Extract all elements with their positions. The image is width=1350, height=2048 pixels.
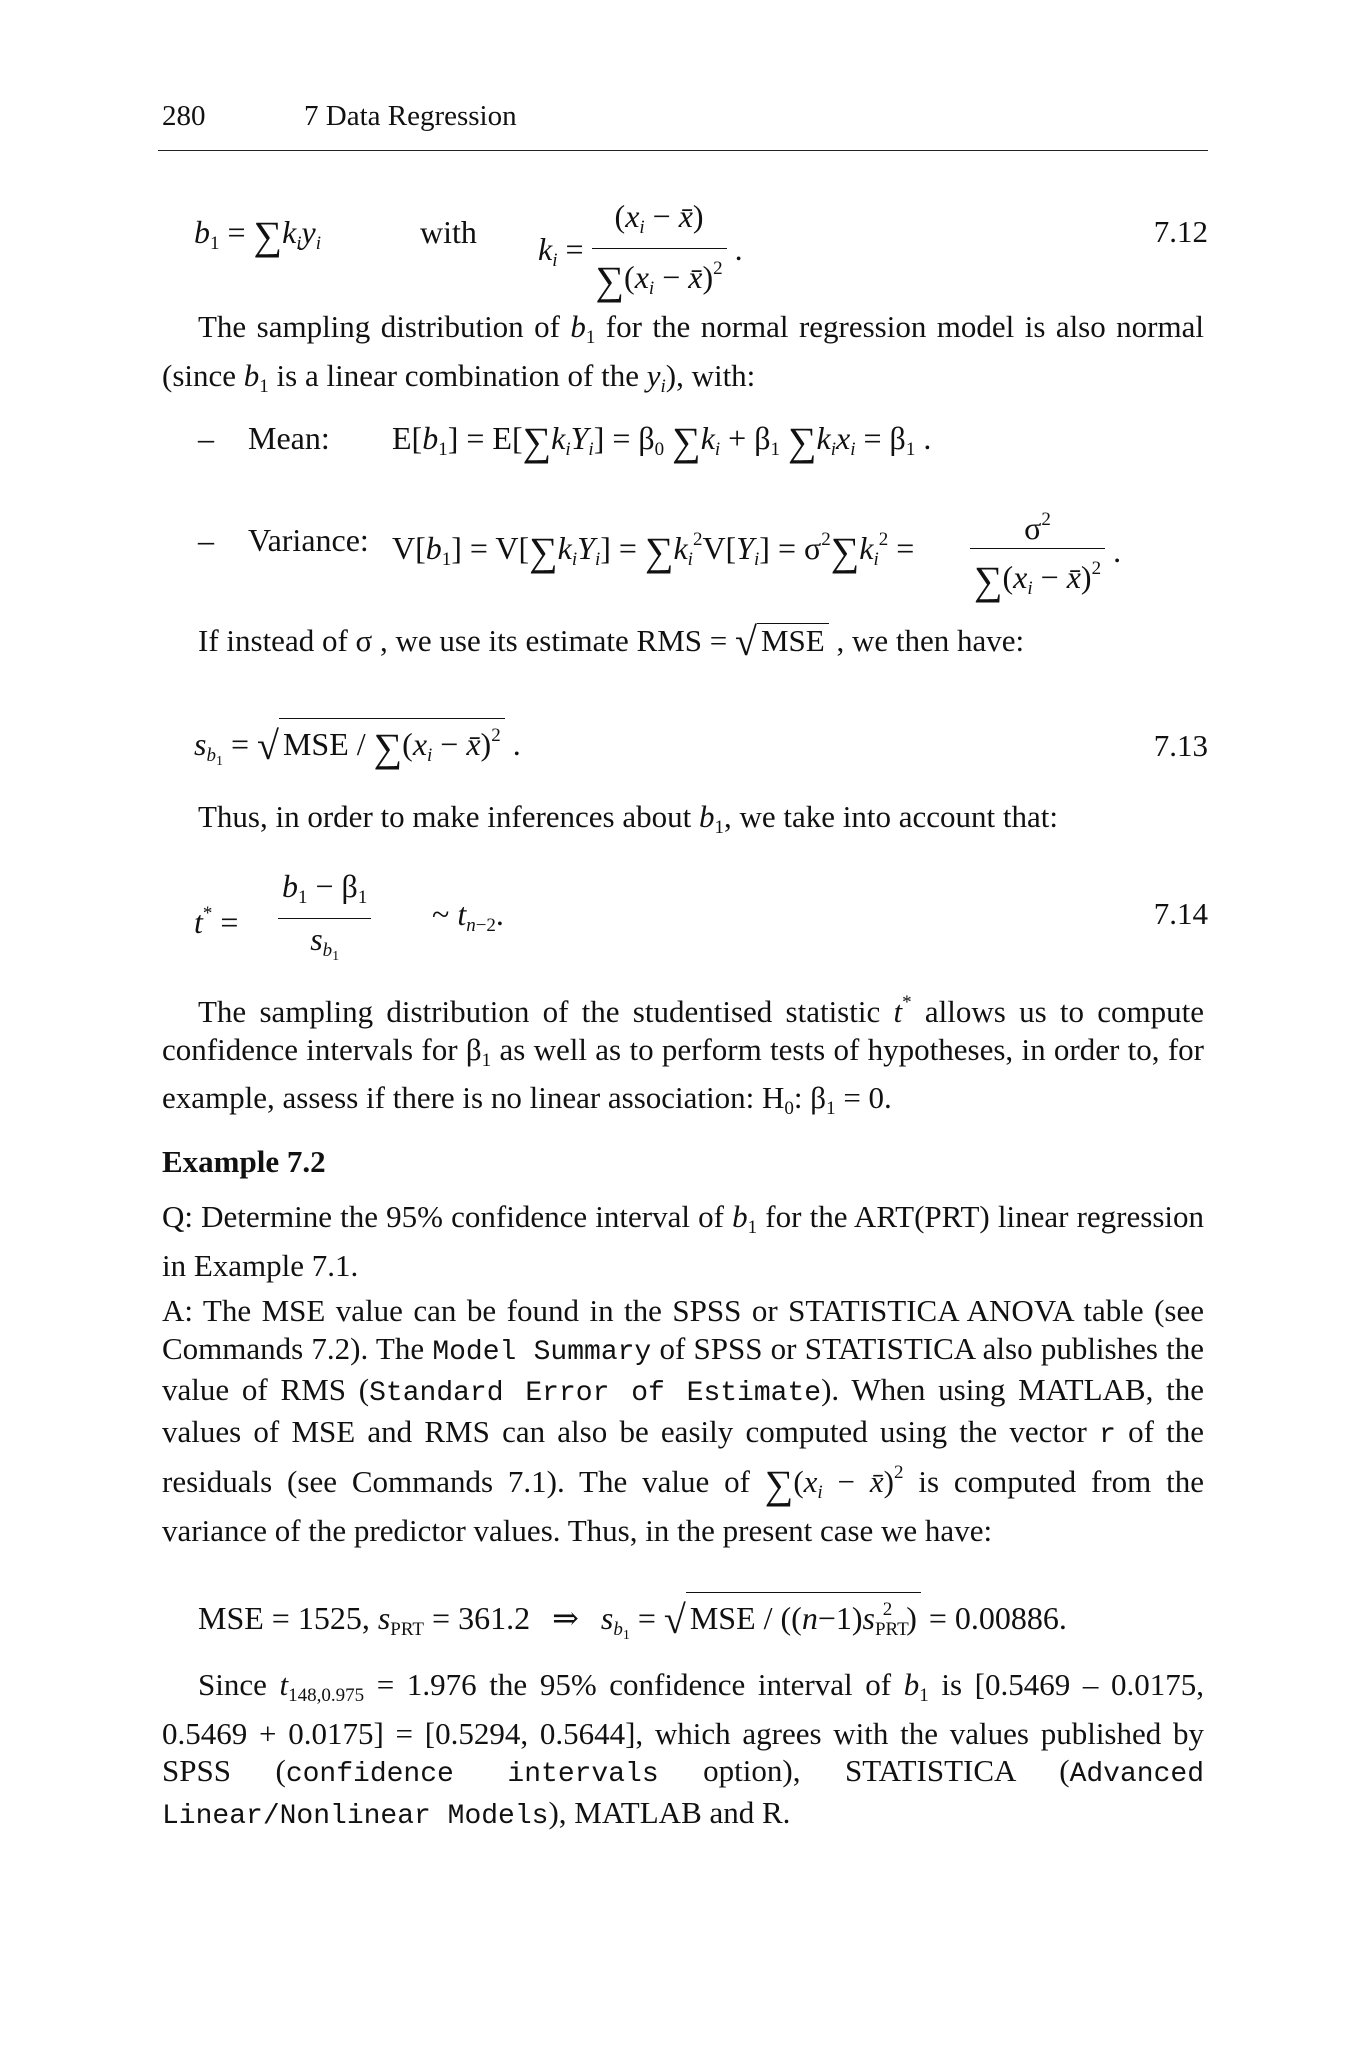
example-question: Q: Determine the 95% confidence interval of $b_1$ for the ART(PRT) linear regression in Example 7.1. — [162, 1199, 1205, 1283]
sqrt-mse: √ MSE — [735, 622, 829, 661]
paragraph-rms — [162, 619, 1204, 664]
paragraph-sampling-distribution: The sampling distribution of $b_1$ for the normal regression model is also normal (since $b_1$ is a linear combination of the yi), with: — [162, 309, 1204, 397]
equation-number: 7.13 — [1153, 728, 1208, 763]
code-r: r — [1099, 1419, 1116, 1451]
code-model-summary: Model Summary — [432, 1336, 652, 1368]
book-page: 280 7 Data Regression $b_1$ = ∑kiyi with ki = $\frac{(xi - x̄)}{\sum(xi - x̄)^2}$ . 7.12 The sampling distribution of $b_1$ for the normal regression model is also normal (since $b_1$ is a linear combination of the yi), with: – Mean: $E[b_1]$ = E[∑kiYi] = $\beta_0$ $\sum ki + \beta_1$ ∑kixi = $\beta_1$ . – Variance: $V[b_1]$ = V[∑kiYi] = $\sum ki^2V[Yi] = \sigma^2\sum ki^2$ = $\frac{\sigma^2}{\sum(xi - x̄)^2}$ . If instead of σ , we use its estimate RMS = √ MSE , we then have: $sb_1$ = √ MSE / ∑(xi − x̄)$^2$ . 7.13 Thus, in order to make inferences about $b_1$, we take into account that: t* = $\frac{b_1 - \beta_1}{sb_1}$ ~ $tn_{-2}$. 7.14 The sampling distribution of the studentised statistic t* allows us to compute confidence intervals for $\beta_1$ as well as to perform tests of hypotheses, in order to, for example, assess if there is no linear association: $H_0$: $\beta_1 = 0$. Example 7.2 Q: Determine the 95% confidence interval of $b_1$ for the ART(PRT) linear regression in Example 7.1. A: The MSE value can be found in the SPSS or STATISTICA ANOVA table (see Commands 7.2). The Model Summary of SPSS or STATISTICA also publishes the value of RMS (Standard Error of Estimate). When using MATLAB, the values of MSE and RMS can also be easily computed using the vector r of the residuals (see Commands 7.1). The value of ∑(xi − x̄)$^2$ is computed from the variance of the predictor values. Thus, in the present case we have: MSE = 1525, $s_{PRT} = 361.2$ ⇒ $sb_1$ = √ MSE / ($(n-1)s_{PRT}^2$ ) = 0.00886. Since $t_{148,0.975} = 1.976$ the 95% confidence interval of $b_1$ is [0.5469 – 0.0175, 0.5469 + 0.0175] = [0.5294, 0.5644], which agrees with the values published by SPSS (confidence intervals option), STATISTICA (Advanced Linear/Nonlinear Models), MATLAB and R. — [0, 0, 1350, 2048]
rms-text-before: If instead of σ , we use its estimate RMS = — [198, 623, 728, 658]
example-heading: Example 7.2 — [162, 1144, 326, 1179]
paragraph-studentised: The sampling distribution of the studentised statistic t* allows us to compute confidence intervals for $\beta_1$ as well as to perform tests of hypotheses, in order to, for example, assess if there is no linear association: $H_0$: $\beta_1 = 0$. — [162, 992, 1205, 1119]
page-number: 280 — [162, 100, 206, 132]
equation-number: 7.12 — [1153, 214, 1208, 249]
variance-label: Variance: — [248, 522, 369, 558]
rms-text-after: , we then have: — [836, 623, 1025, 658]
code-confidence-intervals: confidence intervals — [285, 1759, 659, 1790]
mean-label: Mean: — [248, 420, 330, 456]
example-conclusion: Since $t_{148,0.975} = 1.976$ the 95% confidence interval of $b_1$ is [0.5469 – 0.0175, 0.5469 + 0.0175] = [0.5294, 0.5644], which agrees with the values published by SPSS (confidence intervals option), STATISTICA (Advanced Linear/Nonlinear Models), MATLAB and R. — [162, 1667, 1205, 1832]
with-word: with — [420, 214, 477, 250]
equation-number: 7.14 — [1153, 896, 1208, 931]
code-advanced-models: Advanced Linear/Nonlinear Models — [162, 1759, 1204, 1832]
code-standard-error: Standard Error of Estimate — [369, 1378, 822, 1409]
running-header: 7 Data Regression — [304, 100, 517, 132]
example-answer: A: The MSE value can be found in the SPSS or STATISTICA ANOVA table (see Commands 7.2). The Model Summary of SPSS or STATISTICA also publishes the value of RMS (Standard Error of Estimate). When using MATLAB, the values of MSE and RMS can also be easily computed using the vector r of the residuals (see Commands 7.1). The value of ∑(xi − x̄)$^2$ is computed from the variance of the predictor values. Thus, in the present case we have: — [162, 1293, 1205, 1548]
header-rule — [158, 150, 1208, 151]
paragraph-inferences: Thus, in order to make inferences about $b_1$, we take into account that: — [198, 799, 1058, 838]
